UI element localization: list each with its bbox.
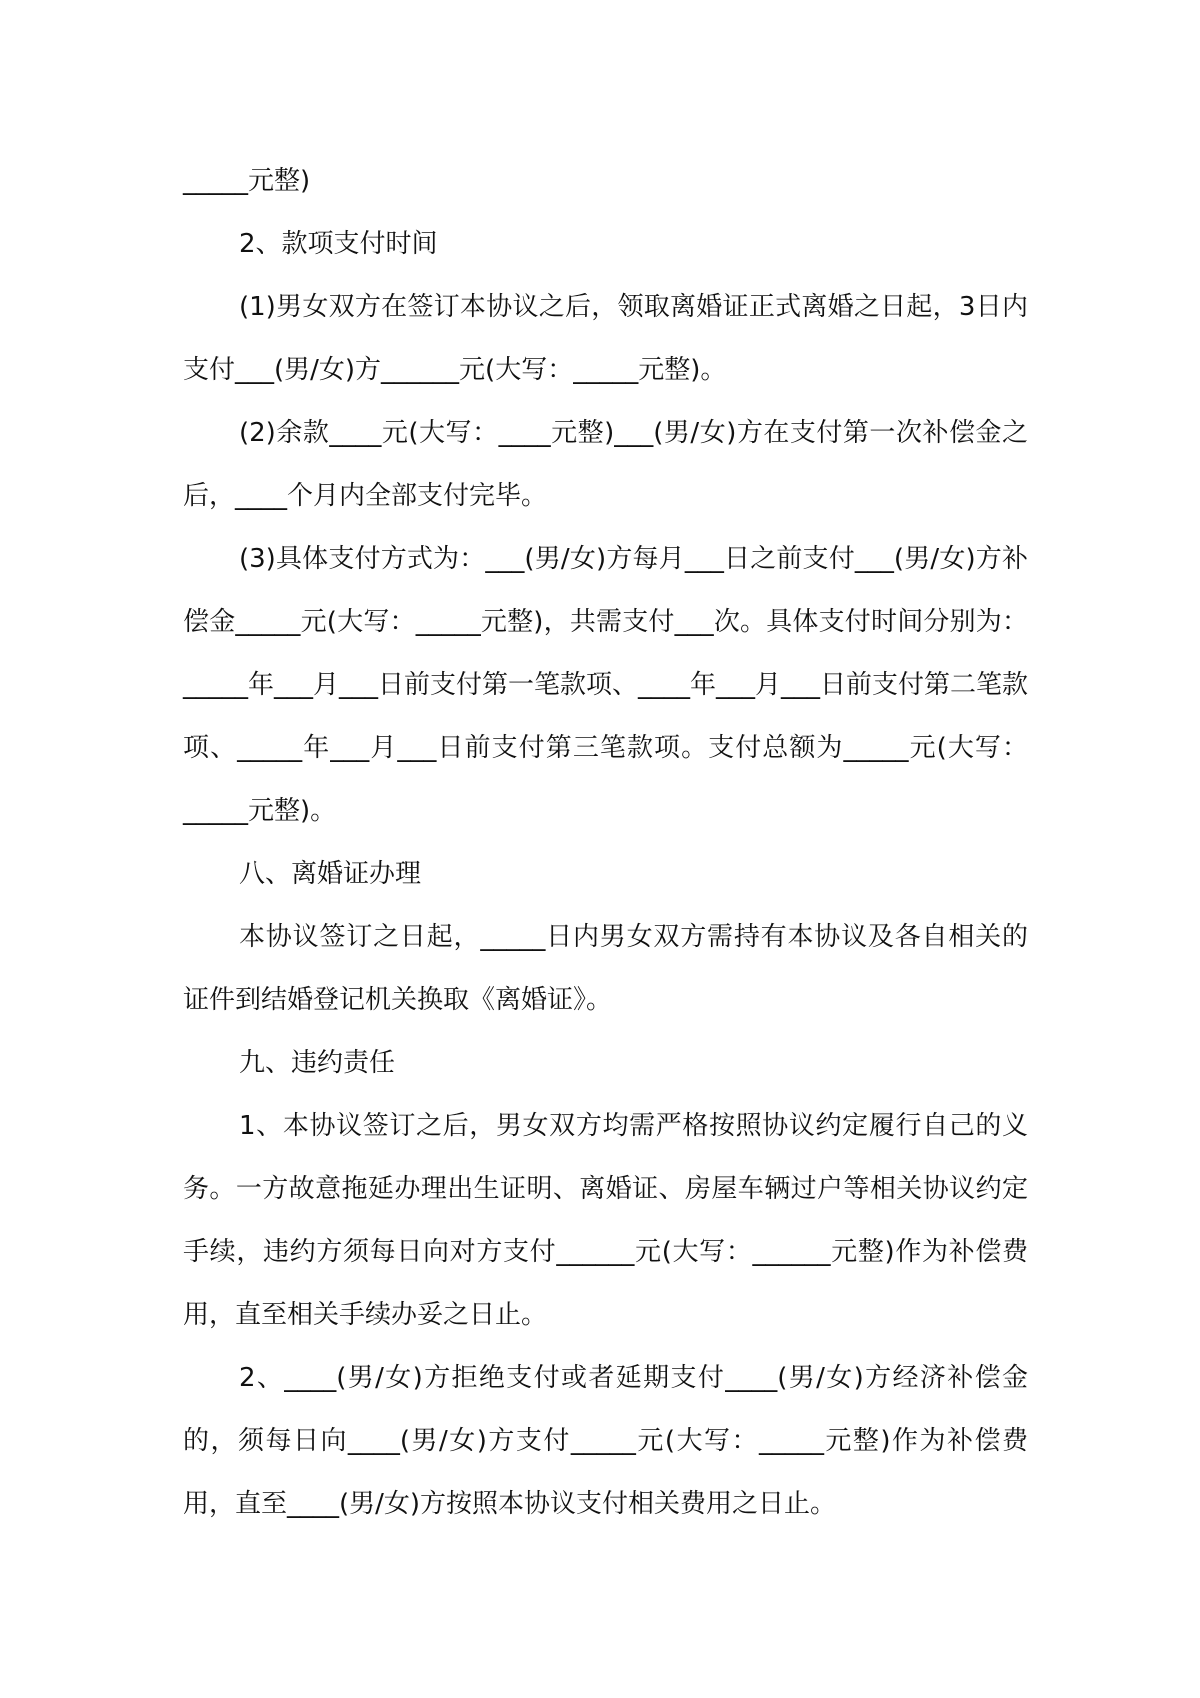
heading-payment-time: 2、款项支付时间 <box>239 229 438 259</box>
paragraph-payment-balance: (2)余款____元(大写：____元整)___(男/女)方在支付第一次补偿金之后，____个月内全部支付完毕。 <box>183 418 1028 511</box>
document-body <box>183 150 1028 1536</box>
paragraph-payment-first: (1)男女双方在签订本协议之后，领取离婚证正式离婚之日起，3日内支付___(男/女)方______元(大写：_____元整)。 <box>183 292 1028 385</box>
heading-divorce-certificate: 八、离婚证办理 <box>239 859 422 889</box>
heading-breach-liability: 九、违约责任 <box>239 1048 396 1078</box>
paragraph-breach-payment: 2、____(男/女)方拒绝支付或者延期支付____(男/女)方经济补偿金的，须每日向____(男/女)方支付_____元(大写：_____元整)作为补偿费用，直至____(男/女)方按照本协议支付相关费用之日止。 <box>183 1363 1028 1519</box>
paragraph-payment-method: (3)具体支付方式为：___(男/女)方每月___日之前支付___(男/女)方补偿金_____元(大写：_____元整)，共需支付___次。具体支付时间分别为：_____年___月___日前支付第一笔款项、____年___月___日前支付第二笔款项、_____年___月___日前支付第三笔款项。支付总额为_____元(大写：_____元整)。 <box>183 544 1029 826</box>
paragraph-amount-tail: _____元整) <box>183 166 311 196</box>
paragraph-breach-delay: 1、本协议签订之后，男女双方均需严格按照协议约定履行自己的义务。一方故意拖延办理出生证明、离婚证、房屋车辆过户等相关协议约定手续，违约方须每日向对方支付______元(大写：______元整)作为补偿费用，直至相关手续办妥之日止。 <box>183 1111 1028 1330</box>
paragraph-divorce-certificate: 本协议签订之日起，_____日内男女双方需持有本协议及各自相关的证件到结婚登记机关换取《离婚证》。 <box>183 922 1028 1015</box>
